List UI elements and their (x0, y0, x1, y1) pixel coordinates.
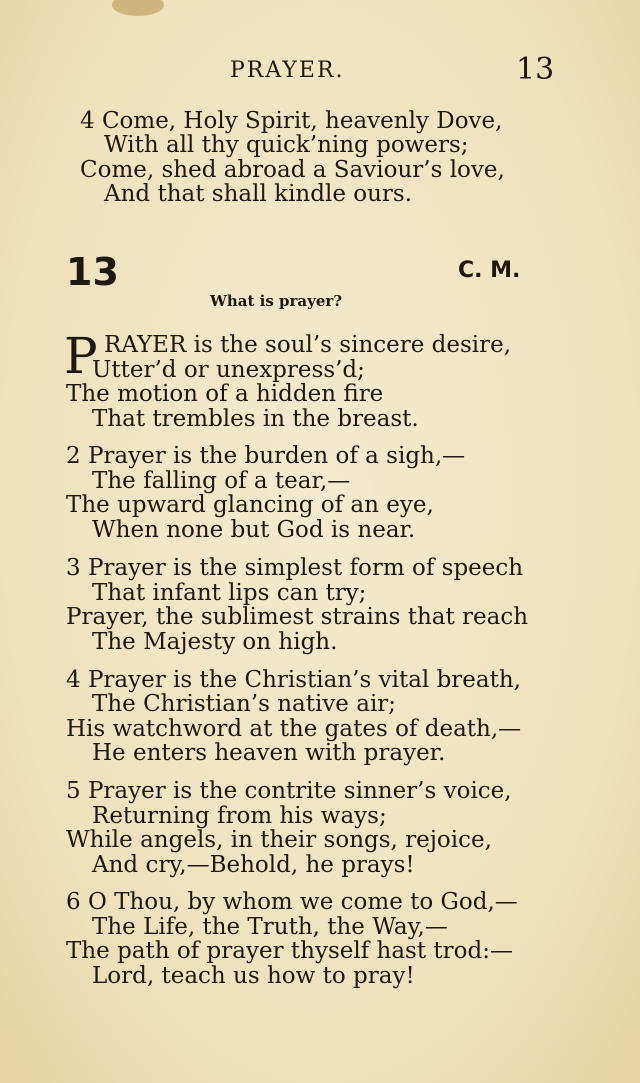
hymn-meter: C. M. (458, 258, 521, 283)
running-title: PRAYER. (230, 58, 345, 83)
stanza-line: He enters heaven with prayer. (92, 740, 446, 766)
stanza-line: While angels, in their songs, rejoice, (66, 827, 492, 853)
stanza-line: The falling of a tear,— (92, 468, 351, 494)
stanza-line: That trembles in the breast. (92, 406, 419, 432)
stanza-line: When none but God is near. (92, 517, 416, 543)
stanza-line: 4 Prayer is the Christian’s vital breath, (66, 667, 521, 693)
stanza-line: 3 Prayer is the simplest form of speech (66, 555, 524, 581)
prev-stanza-line: Come, shed abroad a Saviour’s love, (80, 157, 505, 183)
stanza-line: The motion of a hidden fire (66, 381, 384, 407)
prev-stanza-line: And that shall kindle ours. (104, 181, 413, 207)
prev-stanza-line: 4 Come, Holy Spirit, heavenly Dove, (80, 108, 503, 134)
page-number: 13 (516, 52, 555, 87)
stanza-line: The Christian’s native air; (92, 691, 397, 717)
stanza-line: 5 Prayer is the contrite sinner’s voice, (66, 778, 512, 804)
stanza-line: That infant lips can try; (92, 580, 367, 606)
stanza-line: The Majesty on high. (92, 629, 338, 655)
running-header (0, 52, 640, 88)
stanza-line: The path of prayer thyself hast trod:— (66, 938, 513, 964)
stanza-line: His watchword at the gates of death,— (66, 716, 522, 742)
stanza-line: 6 O Thou, by whom we come to God,— (66, 889, 518, 915)
stanza-line: 2 Prayer is the burden of a sigh,— (66, 443, 466, 469)
stanza-line: And cry,—Behold, he prays! (92, 852, 415, 878)
stanza-line: RAYER is the soul’s sincere desire, (104, 332, 512, 358)
hymn-subtitle: What is prayer? (210, 292, 343, 310)
stanza-line: The upward glancing of an eye, (66, 492, 434, 518)
prev-stanza-line: With all thy quick’ning powers; (104, 132, 469, 158)
drop-cap: P (64, 327, 98, 385)
stanza-line: Returning from his ways; (92, 803, 387, 829)
stanza-line: Lord, teach us how to pray! (92, 963, 415, 989)
stanza-line: Prayer, the sublimest strains that reach (66, 604, 529, 630)
paper-stain (112, 0, 164, 16)
stanza-line: The Life, the Truth, the Way,— (92, 914, 448, 940)
hymn-number: 13 (66, 250, 119, 294)
stanza-line: Utter’d or unexpress’d; (92, 357, 365, 383)
